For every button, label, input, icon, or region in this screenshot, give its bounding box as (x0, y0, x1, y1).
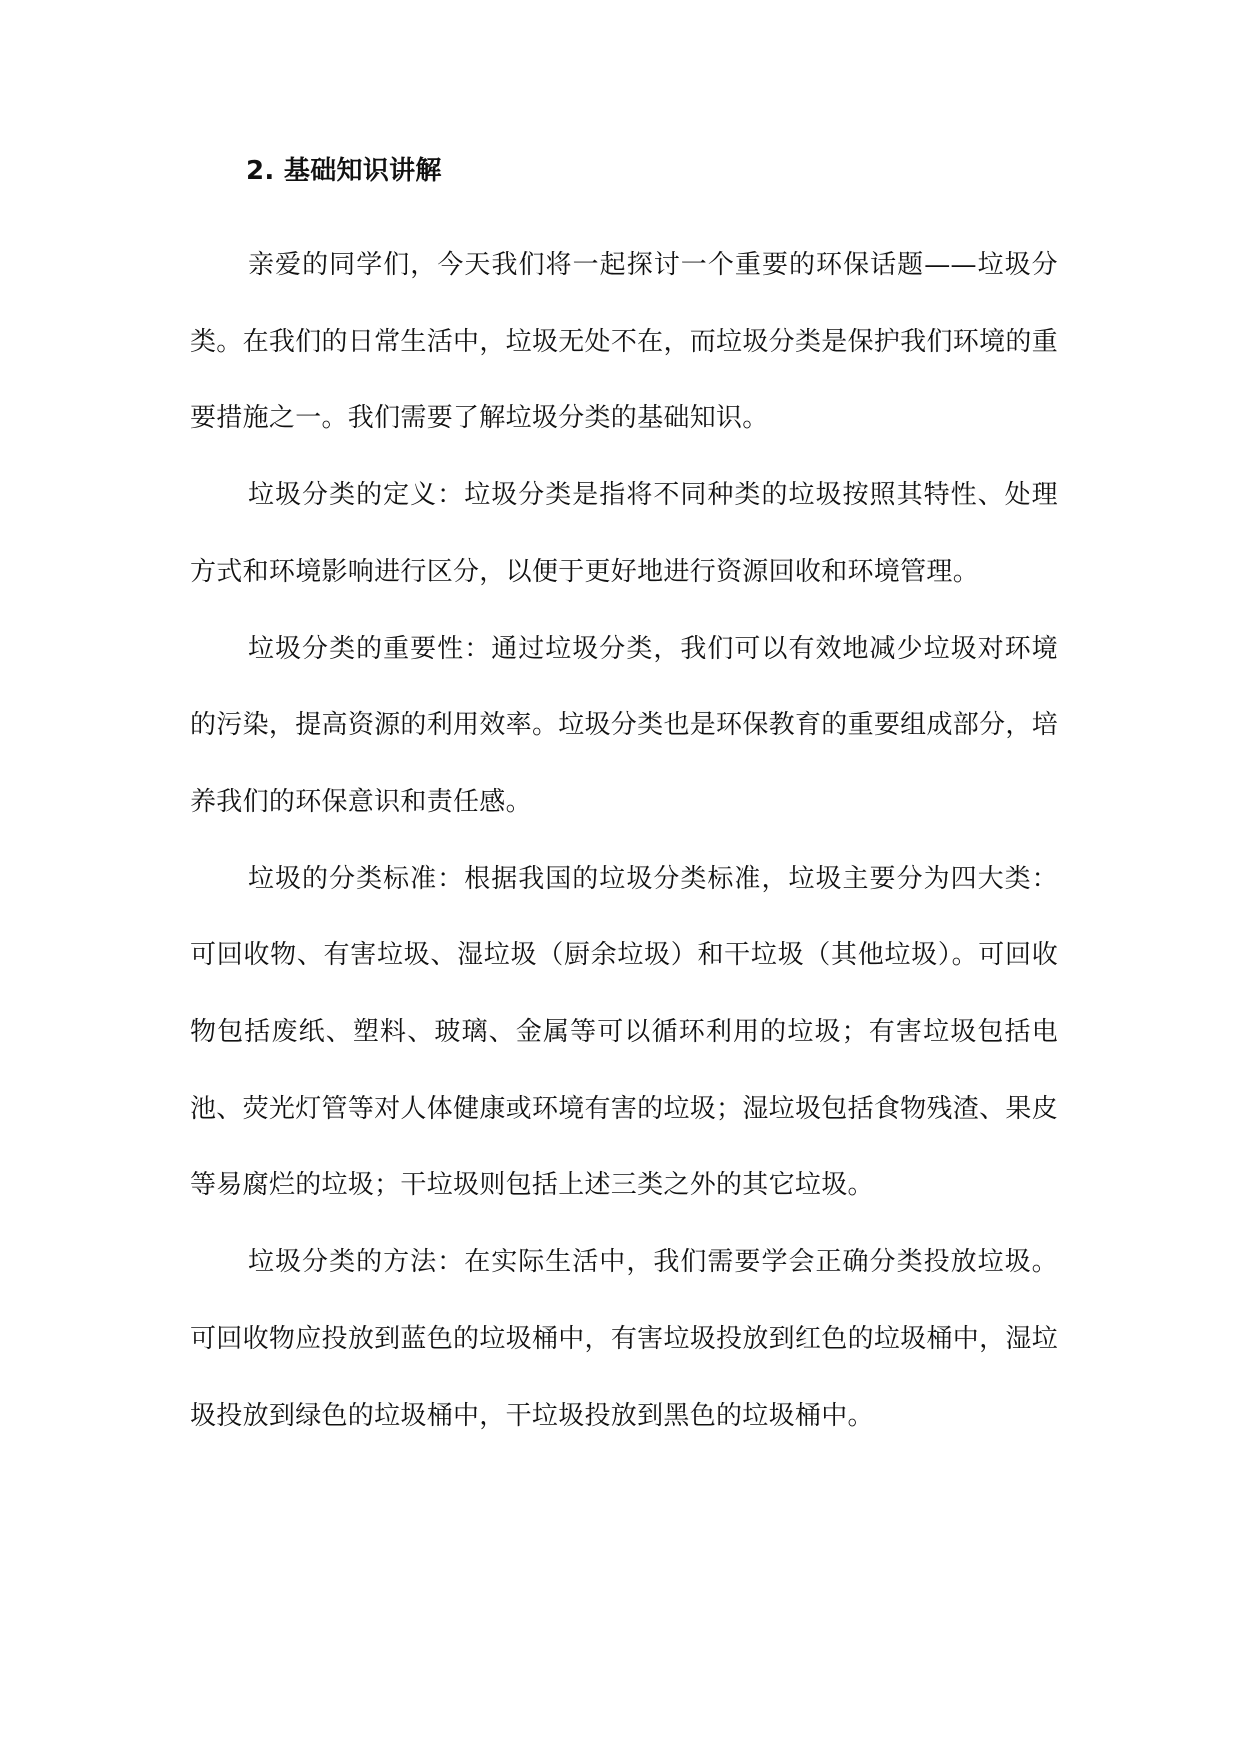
document-body (190, 150, 1058, 1454)
section-heading: 2. 基础知识讲解 (246, 156, 442, 186)
paragraph-importance: 垃圾分类的重要性：通过垃圾分类，我们可以有效地减少垃圾对环境的污染，提高资源的利用效率。垃圾分类也是环保教育的重要组成部分，培养我们的环保意识和责任感。 (190, 633, 1058, 817)
paragraph-methods: 垃圾分类的方法：在实际生活中，我们需要学会正确分类投放垃圾。可回收物应投放到蓝色的垃圾桶中，有害垃圾投放到红色的垃圾桶中，湿垃圾投放到绿色的垃圾桶中，干垃圾投放到黑色的垃圾桶中。 (190, 1247, 1058, 1431)
paragraph-definition: 垃圾分类的定义：垃圾分类是指将不同种类的垃圾按照其特性、处理方式和环境影响进行区分，以便于更好地进行资源回收和环境管理。 (190, 480, 1058, 587)
paragraph-intro: 亲爱的同学们，今天我们将一起探讨一个重要的环保话题——垃圾分类。在我们的日常生活中，垃圾无处不在，而垃圾分类是保护我们环境的重要措施之一。我们需要了解垃圾分类的基础知识。 (190, 250, 1058, 434)
paragraph-standards: 垃圾的分类标准：根据我国的垃圾分类标准，垃圾主要分为四大类：可回收物、有害垃圾、湿垃圾（厨余垃圾）和干垃圾（其他垃圾）。可回收物包括废纸、塑料、玻璃、金属等可以循环利用的垃圾；有害垃圾包括电池、荧光灯管等对人体健康或环境有害的垃圾；湿垃圾包括食物残渣、果皮等易腐烂的垃圾；干垃圾则包括上述三类之外的其它垃圾。 (190, 863, 1058, 1201)
